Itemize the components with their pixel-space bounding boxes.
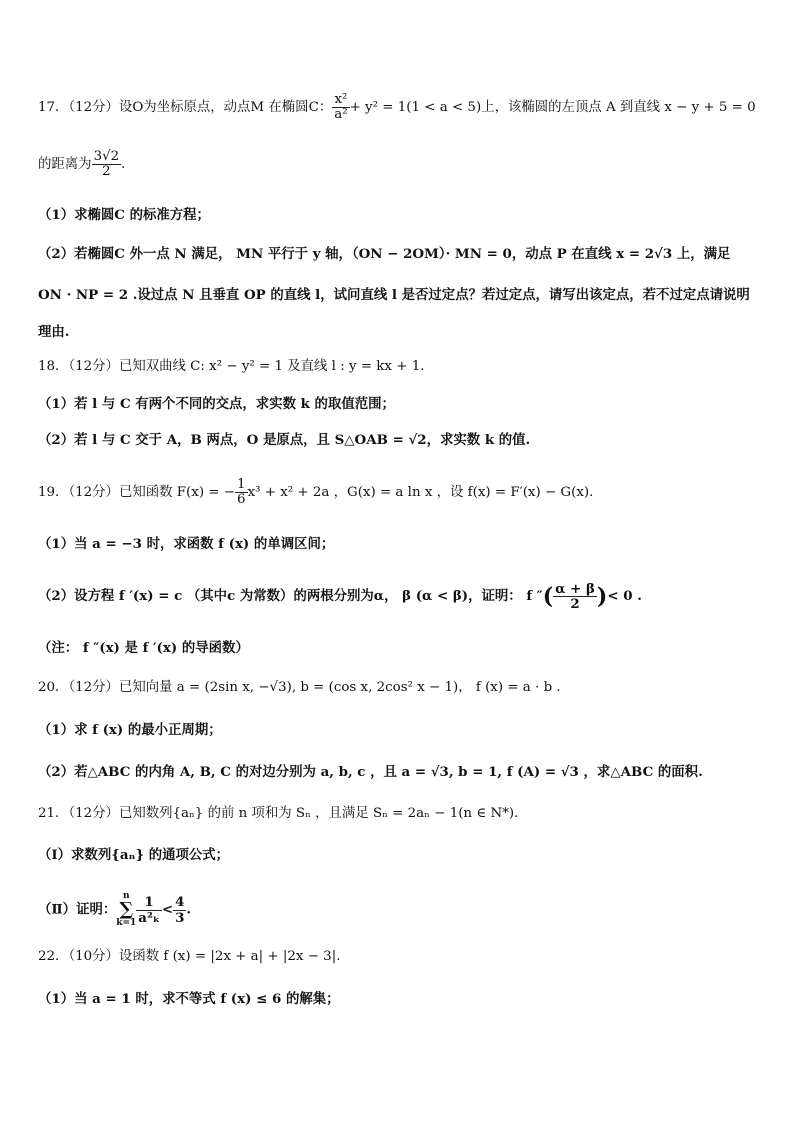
distance-fraction (92, 150, 122, 179)
q17-line1 (38, 93, 756, 122)
q18-part2: （2）若 l 与 C 交于 A，B 两点，O 是原点，且 S△OAB = √2，求实数 k 的值. (38, 432, 531, 448)
q19-head-pre: 19．（12分）已知函数 F(x) = − (38, 485, 236, 501)
ellipse-frac-den: a² (334, 107, 348, 123)
q19-coef-num: 1 (237, 477, 246, 492)
q17-part1: （1）求椭圆C 的标准方程； (38, 207, 210, 223)
q22-head: 22．（10分）设函数 f (x) = |2x + a| + |2x − 3|. (38, 949, 341, 964)
sum-term-fraction (136, 895, 162, 924)
sum-term-num: 1 (136, 895, 162, 910)
sum-term-den: a²ₖ (138, 909, 160, 926)
distance-num: 3√2 (93, 149, 120, 164)
sum-upper: n (123, 891, 130, 901)
q19-part2 (38, 582, 642, 611)
q17-part2: （2）若椭圆C 外一点 N 满足， MN 平行于 y 轴，（ON − 2OM）· MN = 0，动点 P 在直线 x = 2√3 上，满足 (38, 246, 731, 262)
q18-head: 18．（12分）已知双曲线 C: x² − y² = 1 及直线 l : y = kx + 1． (38, 359, 434, 374)
summation-symbol (116, 892, 136, 928)
bound-fraction (173, 895, 186, 924)
q17-line1-post: 上，该椭圆的左顶点 A 到直线 x − y + 5 = 0 (481, 100, 756, 116)
q19-head (38, 478, 603, 507)
q17-line2-post: ． (121, 157, 135, 173)
q19-coef-fraction (235, 478, 248, 507)
q21-head: 21．（12分）已知数列{aₙ} 的前 n 项和为 Sₙ ，且满足 Sₙ = 2aₙ − 1(n ∈ N*)． (38, 806, 528, 821)
right-paren: ) (596, 583, 608, 610)
q19-part2-post: < 0 . (607, 588, 642, 605)
sum-lower: k=1 (116, 918, 137, 928)
q20-part2: （2）若△ABC 的内角 A, B, C 的对边分别为 a, b, c ，且 a = √3, b = 1, f (A) = √3 ，求△ABC 的面积. (38, 764, 703, 780)
q19-mid-fraction (553, 582, 597, 611)
q22-part1: （1）当 a = 1 时，求不等式 f (x) ≤ 6 的解集； (38, 991, 340, 1007)
bound-den: 3 (175, 909, 185, 926)
q19-coef-den: 6 (237, 492, 246, 508)
ellipse-eq-tail: + y² = 1(1 < a < 5) (349, 100, 482, 116)
q21-part1: （Ⅰ）求数列{aₙ} 的通项公式； (38, 847, 230, 863)
q19-mid-num: α + β (555, 581, 595, 597)
q17-line2-pre: 的距离为 (38, 157, 92, 173)
q20-part1: （1）求 f (x) 的最小正周期； (38, 722, 222, 738)
q19-head-post: x³ + x² + 2a ，G(x) = a ln x ，设 f(x) = F′(x) − G(x)． (247, 485, 603, 501)
left-paren: ( (542, 583, 554, 610)
ellipse-fraction (332, 93, 349, 122)
q17-head: 17．（12分）设O为坐标原点，动点M 在椭圆C： (38, 100, 333, 116)
q17-part2-cont: ON · NP = 2 .设过点 N 且垂直 OP 的直线 l，试问直线 l 是否过定点？若过定点，请写出该定点，若不过定点请说明 (38, 287, 750, 303)
distance-den: 2 (102, 164, 111, 180)
q18-part1: （1）若 l 与 C 有两个不同的交点，求实数 k 的取值范围； (38, 396, 395, 412)
q19-note: （注： f ″(x) 是 f ′(x) 的导函数） (38, 640, 249, 656)
ellipse-frac-num: x² (332, 93, 349, 108)
q17-line2 (38, 150, 135, 179)
q20-head: 20．（12分）已知向量 a = (2sin x, −√3), b = (cos x, 2cos² x − 1)， f (x) = a · b . (38, 680, 561, 695)
sum-sign: ∑ (119, 899, 134, 920)
q19-part2-pre: （2）设方程 f ′(x) = c （其中c 为常数）的两根分别为α， β (α < β)，证明： f ″ (38, 588, 543, 605)
q21-part2 (38, 892, 191, 928)
q21-part2-pre: （Ⅱ）证明： (38, 901, 117, 918)
less-than: < (161, 901, 174, 918)
q17-part2-end: 理由. (38, 324, 70, 340)
q19-part1: （1）当 a = −3 时，求函数 f (x) 的单调区间； (38, 536, 335, 552)
q19-mid-den: 2 (570, 596, 580, 613)
bound-num: 4 (175, 894, 185, 911)
q21-part2-post: . (186, 901, 192, 918)
